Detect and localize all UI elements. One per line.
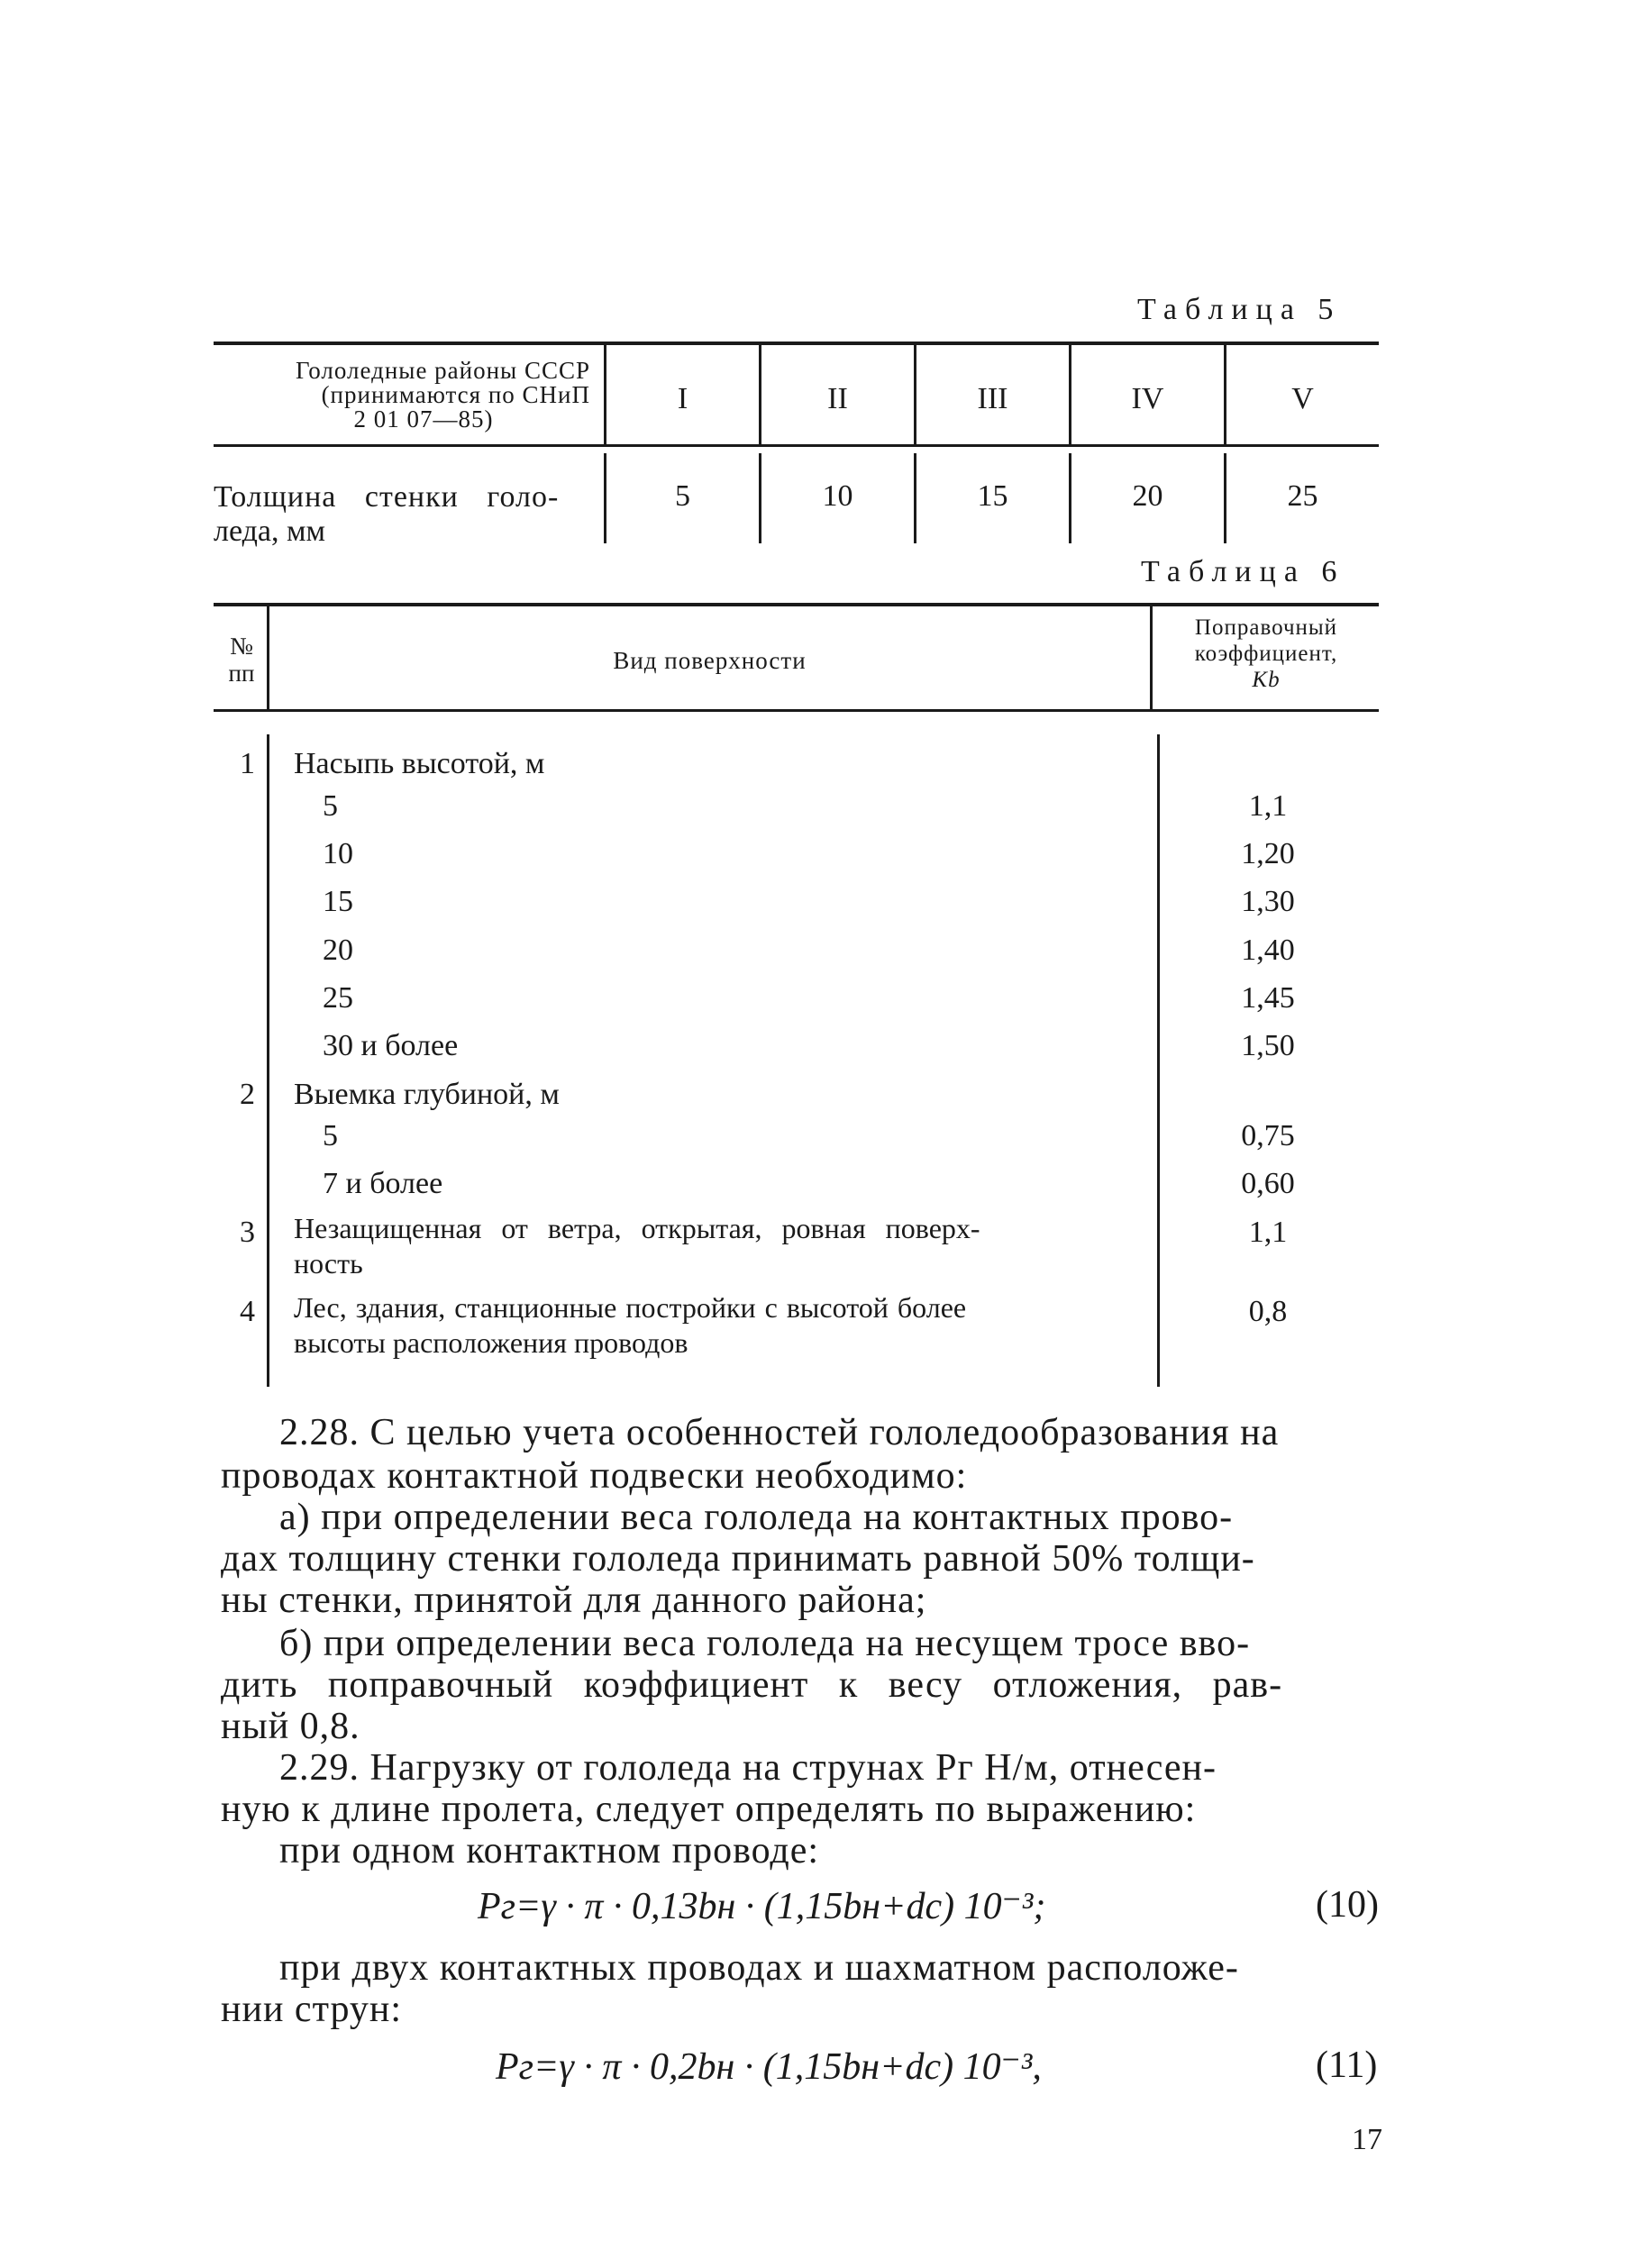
table6-row-text-cont: высоты расположения проводов [294, 1326, 688, 1359]
table6-row-value: 0,60 [1241, 1167, 1295, 1200]
table6-row-value: 1,45 [1241, 981, 1295, 1015]
table6-top-rule [214, 603, 1379, 606]
table6-row-text: Незащищенная от ветра, открытая, ровная поверх- [294, 1212, 980, 1244]
table6-row-value: 1,40 [1241, 934, 1295, 967]
table6-row-value: 0,8 [1248, 1295, 1288, 1328]
table5-row-label [214, 480, 592, 549]
table5-value: 10 [822, 479, 853, 513]
body-line: проводах контактной подвески необходимо: [221, 1455, 968, 1497]
table6-row-value: 1,1 [1248, 1216, 1288, 1249]
table5-header-line: 2 01 07—85) [353, 405, 494, 433]
table6-row-text: 10 [323, 837, 353, 870]
table6-head-coef-line: коэффициент, [1194, 642, 1338, 666]
table5-row-label-line: леда, мм [214, 515, 326, 548]
body-line: дах толщину стенки гололеда принимать равной 50% толщи- [221, 1538, 1255, 1580]
table6-head-num-line: № [230, 633, 253, 660]
table5-value: 15 [977, 479, 1008, 513]
table6-row-text-cont: ность [294, 1247, 363, 1280]
table6-row-num: 3 [240, 1216, 255, 1249]
table6-row-value: 1,20 [1241, 837, 1295, 870]
table6-col-divider [1150, 606, 1153, 709]
table5-col-header: II [827, 382, 848, 415]
table5-header-line: (принимаются по СНиП [321, 381, 590, 408]
table6-row-value: 1,30 [1241, 885, 1295, 918]
formula-11-number: (11) [1316, 2045, 1378, 2086]
body-line: ную к длине пролета, следует определять по выражению: [221, 1789, 1197, 1830]
body-line: ны стенки, принятой для данного района; [221, 1580, 927, 1621]
body-line: дить поправочный коэффициент к весу отложения, рав- [221, 1664, 1283, 1706]
table6-row-text: 25 [323, 981, 353, 1015]
table5-header-line: Гололедные районы СССР [296, 357, 590, 384]
table6-row-text: Лес, здания, станционные постройки с высотой более [294, 1291, 967, 1324]
table6-head-coef-line: Поправочный [1194, 615, 1338, 640]
body-line: нии струн: [221, 1989, 403, 2030]
table6-row-text: 30 и более [323, 1029, 459, 1062]
table6-row-num: 4 [240, 1295, 255, 1328]
table6-head-num [216, 633, 267, 687]
table6-row-text: 7 и более [323, 1167, 443, 1200]
table5-col-header: III [977, 382, 1008, 415]
body-line: 2.29. Нагрузку от гололеда на струнах Pг Н/м, отнесен- [279, 1747, 1217, 1789]
formula-11: Pг=γ · π · 0,2bн · (1,15bн+dс) 10⁻³, [496, 2046, 1042, 2088]
formula-10-number: (10) [1316, 1884, 1379, 1926]
page-number: 17 [1352, 2123, 1382, 2156]
table5-value: 5 [675, 479, 690, 513]
body-line: при одном контактном проводе: [279, 1830, 820, 1872]
table5-value: 25 [1287, 479, 1318, 513]
table5-mid-rule [214, 444, 1379, 447]
body-line: 2.28. С целью учета особенностей гололедообразования на [279, 1412, 1280, 1453]
table6-row-text: 5 [323, 1119, 338, 1152]
table6-head-coef [1153, 615, 1379, 693]
table5-top-rule [214, 342, 1379, 345]
table6-col-divider [1157, 734, 1160, 1387]
body-line: а) при определении веса гололеда на контактных прово- [279, 1497, 1234, 1538]
table6-row-num: 2 [240, 1078, 255, 1111]
table5-value: 20 [1132, 479, 1163, 513]
table6-head-surface: Вид поверхности [613, 647, 807, 674]
formula-10: Pг=γ · π · 0,13bн · (1,15bн+dс) 10⁻³; [478, 1886, 1046, 1927]
table6-head-coef-symbol: Kb [1252, 668, 1281, 692]
table6-row-value: 1,50 [1241, 1029, 1295, 1062]
body-line: б) при определении веса гололеда на несущем тросе вво- [279, 1623, 1251, 1664]
table6-row-text: 20 [323, 934, 353, 967]
table6-row-text: Выемка глубиной, м [294, 1078, 560, 1111]
table5-row-label-line: Толщина стенки голо- [214, 480, 560, 514]
table6-row-value: 1,1 [1248, 789, 1288, 823]
table6-head-rule [214, 709, 1379, 712]
table6-row-text: 15 [323, 885, 353, 918]
table5-header-label [221, 359, 590, 432]
table5-col-header: IV [1131, 382, 1164, 415]
table6-caption: Таблица 6 [1141, 555, 1345, 588]
table6-row-text: Насыпь высотой, м [294, 747, 545, 780]
table6-row-text: 5 [323, 789, 338, 823]
body-line: ный 0,8. [221, 1706, 360, 1747]
table6-row-num: 1 [240, 747, 255, 780]
table6-head-num-line: пп [228, 660, 255, 687]
body-line: при двух контактных проводах и шахматном расположе- [279, 1947, 1239, 1989]
table5-col-header: I [677, 382, 688, 415]
table6-row-value: 0,75 [1241, 1119, 1295, 1152]
table5-caption: Таблица 5 [1137, 293, 1342, 326]
table6-col-divider [267, 734, 269, 1387]
table5-col-header: V [1291, 382, 1314, 415]
